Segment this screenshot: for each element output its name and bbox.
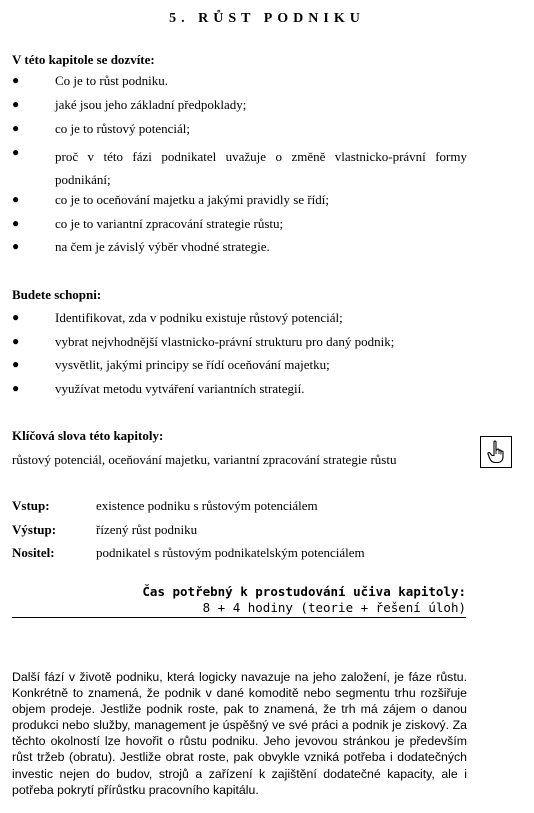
learn-item: co je to variantní zpracování strategie růstu;: [55, 216, 284, 231]
learn-item: jaké jsou jeho základní předpoklady;: [55, 97, 247, 112]
input-value: existence podniku s růstovým potenciálem: [96, 498, 318, 513]
learn-item: na čem je závislý výběr vhodné strategie.: [55, 239, 270, 254]
bullet-icon: ●: [12, 239, 20, 253]
able-item: vybrat nejvhodnější vlastnicko-právní strukturu pro daný podnik;: [55, 334, 395, 349]
keywords-heading: Klíčová slova této kapitoly:: [12, 428, 164, 443]
learn-item: Co je to růst podniku.: [55, 73, 169, 88]
bearer-value: podnikatel s růstovým podnikatelským potenciálem: [96, 545, 365, 560]
bullet-icon: ●: [12, 73, 20, 87]
bullet-icon: ●: [12, 334, 20, 348]
able-item: vysvětlit, jakými principy se řídí oceňování majetku;: [55, 357, 330, 372]
bullet-icon: ●: [12, 216, 20, 230]
learn-item: proč v této fázi podnikatel uvažuje o změně vlastnicko-právní formy podnikání;: [55, 149, 467, 187]
pointing-hand-glyph: [485, 440, 507, 464]
learn-item: co je to růstový potenciál;: [55, 121, 191, 136]
bullet-icon: ●: [12, 381, 20, 395]
input-label: Vstup:: [12, 498, 50, 513]
learn-heading: V této kapitole se dozvíte:: [12, 52, 155, 67]
bullet-icon: ●: [12, 192, 20, 206]
able-item: Identifikovat, zda v podniku existuje růstový potenciál;: [55, 310, 343, 325]
bullet-icon: ●: [12, 310, 20, 324]
output-value: řízený růst podniku: [96, 522, 198, 537]
bullet-icon: ●: [12, 145, 20, 159]
able-item: využívat metodu vytváření variantních strategií.: [55, 381, 305, 396]
chapter-title: 5. RŮST PODNIKU: [169, 11, 365, 26]
bullet-icon: ●: [12, 121, 20, 135]
output-label: Výstup:: [12, 522, 57, 537]
keywords-text: růstový potenciál, oceňování majetku, variantní zpracování strategie růstu: [12, 452, 397, 467]
study-time-value: 8 + 4 hodiny (teorie + řešení úloh): [202, 600, 466, 615]
bullet-icon: ●: [12, 97, 20, 111]
study-time-heading: Čas potřebný k prostudování učiva kapitoly:: [142, 584, 466, 599]
divider: [12, 617, 466, 618]
intro-paragraph: Další fází v životě podniku, která logicky navazuje na jeho založení, je fáze růstu. Konkrétně to znamená, že podnik v dané komoditě nebo segmentu trhu rozšiřuje objem prodeje. Jestliže podnik roste, pak to znamená, že trh má zájem o danou produkci nebo služby, management je úspěšný ve své práci a podnik je ziskový. Za těchto okolností lze hovořit o růstu podniku. Jeho jevovou stránkou je především růst tržeb (obratu). Jestliže obrat roste, pak obvykle vzniká potřeba i dodatečných investic nejen do budov, strojů a zařízení k zajištění dodatečné kapacity, ale i potřeba pokrytí přírůstku pracovního kapitálu.: [12, 670, 467, 797]
bearer-label: Nositel:: [12, 545, 55, 560]
learn-item: co je to oceňování majetku a jakými pravidly se řídí;: [55, 192, 330, 207]
able-heading: Budete schopni:: [12, 287, 102, 302]
pointing-hand-icon: [480, 436, 512, 468]
bullet-icon: ●: [12, 357, 20, 371]
